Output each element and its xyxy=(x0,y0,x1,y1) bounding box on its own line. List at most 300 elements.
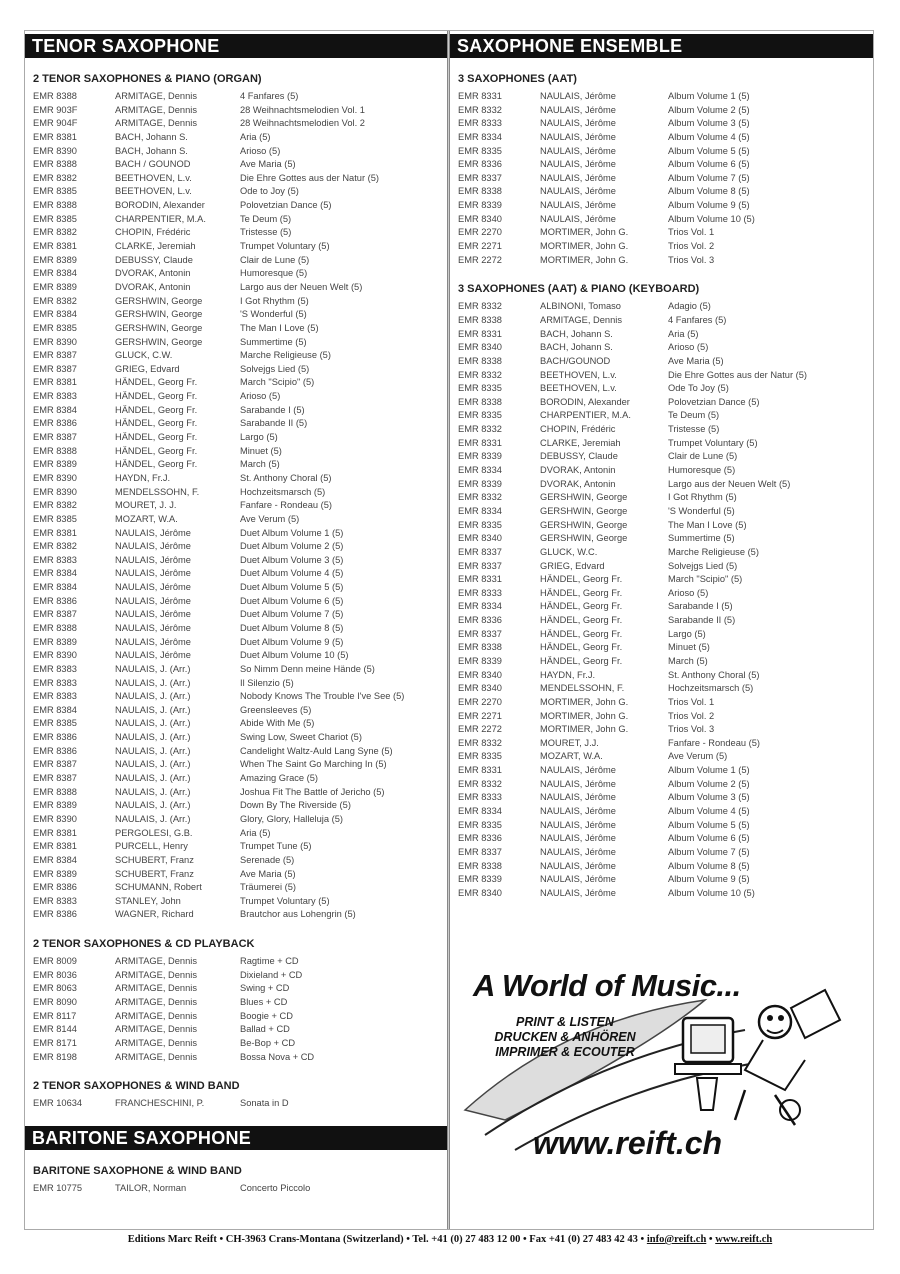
catalog-number: EMR 8339 xyxy=(458,655,502,666)
list-item[interactable] xyxy=(33,882,447,896)
list-item[interactable] xyxy=(458,861,873,875)
piece-title: Ballad + CD xyxy=(240,1024,290,1035)
list-item[interactable] xyxy=(33,664,447,678)
list-item[interactable] xyxy=(33,759,447,773)
list-item[interactable] xyxy=(458,642,873,656)
list-item[interactable] xyxy=(458,227,873,241)
composer-name: HÄNDEL, Georg Fr. xyxy=(115,418,198,429)
list-item[interactable] xyxy=(33,909,447,923)
promo-advert[interactable] xyxy=(445,960,865,1180)
composer-name: PURCELL, Henry xyxy=(115,841,188,852)
composer-name: GERSHWIN, George xyxy=(540,505,628,516)
catalog-number: EMR 8333 xyxy=(458,118,502,129)
catalog-number: EMR 8332 xyxy=(458,492,502,503)
list-item[interactable] xyxy=(33,970,447,984)
list-item[interactable] xyxy=(33,623,447,637)
catalog-number: EMR 8334 xyxy=(458,505,502,516)
composer-name: NAULAIS, Jérôme xyxy=(540,118,616,129)
catalog-number: EMR 8390 xyxy=(33,336,77,347)
catalog-number: EMR 8385 xyxy=(33,186,77,197)
piece-title: Trumpet Voluntary (5) xyxy=(240,895,330,906)
piece-title: Abide With Me (5) xyxy=(240,718,315,729)
composer-name: MORTIMER, John G. xyxy=(540,724,629,735)
list-item[interactable] xyxy=(33,997,447,1011)
piece-title: Hochzeitsmarsch (5) xyxy=(240,486,326,497)
composer-name: GRIEG, Edvard xyxy=(540,560,605,571)
footer-web-link[interactable]: www.reift.ch xyxy=(715,1234,773,1245)
list-item[interactable] xyxy=(33,364,447,378)
list-item[interactable] xyxy=(33,214,447,228)
list-item[interactable] xyxy=(458,751,873,765)
list-item[interactable] xyxy=(458,547,873,561)
list-item[interactable] xyxy=(458,533,873,547)
composer-name: ARMITAGE, Dennis xyxy=(115,91,197,101)
piece-title: Candelight Waltz-Auld Lang Syne (5) xyxy=(240,745,393,756)
catalog-number: EMR 8198 xyxy=(33,1051,77,1062)
piece-title: 4 Fanfares (5) xyxy=(668,314,727,325)
composer-name: GERSHWIN, George xyxy=(115,322,203,333)
list-item[interactable] xyxy=(458,214,873,228)
piece-title: 'S Wonderful (5) xyxy=(240,309,307,320)
catalog-number: EMR 8386 xyxy=(33,595,77,606)
list-item[interactable] xyxy=(458,506,873,520)
list-item[interactable] xyxy=(33,691,447,705)
composer-name: HAYDN, Fr.J. xyxy=(115,472,171,483)
list-item[interactable] xyxy=(458,520,873,534)
list-item[interactable] xyxy=(33,159,447,173)
composer-name: NAULAIS, Jérôme xyxy=(540,213,616,224)
right-column xyxy=(450,31,873,902)
list-item[interactable] xyxy=(33,896,447,910)
composer-name: NAULAIS, Jérôme xyxy=(540,145,616,156)
list-item[interactable] xyxy=(458,479,873,493)
list-item[interactable] xyxy=(458,615,873,629)
list-item[interactable] xyxy=(33,446,447,460)
piece-title: Aria (5) xyxy=(668,328,699,339)
piece-title: Duet Album Volume 10 (5) xyxy=(240,650,349,661)
list-item[interactable] xyxy=(458,792,873,806)
composer-name: NAULAIS, Jérôme xyxy=(115,609,191,620)
piece-title: Humoresque (5) xyxy=(240,268,308,279)
catalog-number: EMR 8144 xyxy=(33,1024,77,1035)
promo-url-link[interactable]: www.reift.ch xyxy=(533,1125,723,1161)
composer-name: NAULAIS, J. (Arr.) xyxy=(115,786,191,797)
list-item[interactable] xyxy=(458,765,873,779)
list-item[interactable] xyxy=(458,888,873,902)
list-item[interactable] xyxy=(33,227,447,241)
composer-name: ARMITAGE, Dennis xyxy=(115,104,197,115)
list-item[interactable] xyxy=(33,718,447,732)
piece-title: Album Volume 8 (5) xyxy=(668,186,750,197)
composer-name: BACH, Johann S. xyxy=(115,131,188,142)
piece-title: Album Volume 5 (5) xyxy=(668,145,750,156)
catalog-number: EMR 8036 xyxy=(33,969,77,980)
catalog-number: EMR 8332 xyxy=(458,737,502,748)
list-item[interactable] xyxy=(33,391,447,405)
piece-title: The Man I Love (5) xyxy=(240,322,319,333)
list-item[interactable] xyxy=(33,841,447,855)
list-item[interactable] xyxy=(458,370,873,384)
composer-name: NAULAIS, Jérôme xyxy=(540,131,616,142)
list-item[interactable] xyxy=(33,132,447,146)
piece-title: Duet Album Volume 4 (5) xyxy=(240,568,344,579)
catalog-number: EMR 8340 xyxy=(458,887,502,898)
catalog-number: EMR 8331 xyxy=(458,328,502,339)
list-item[interactable] xyxy=(33,1098,447,1112)
list-item[interactable] xyxy=(33,91,447,105)
composer-name: BACH/GOUNOD xyxy=(540,355,611,366)
list-item[interactable] xyxy=(458,874,873,888)
composer-name: MORTIMER, John G. xyxy=(540,241,629,252)
list-item[interactable] xyxy=(33,814,447,828)
list-item[interactable] xyxy=(458,342,873,356)
list-item[interactable] xyxy=(458,241,873,255)
list-item[interactable] xyxy=(458,833,873,847)
catalog-number: EMR 10634 xyxy=(33,1098,83,1109)
catalog-number: EMR 8383 xyxy=(33,691,77,702)
catalog-number: EMR 2271 xyxy=(458,710,502,721)
composer-name: MENDELSSOHN, F. xyxy=(115,486,200,497)
composer-name: NAULAIS, J. (Arr.) xyxy=(115,759,191,770)
catalog-list xyxy=(33,91,447,923)
list-item[interactable] xyxy=(33,405,447,419)
list-item[interactable] xyxy=(33,732,447,746)
piece-title: Album Volume 5 (5) xyxy=(668,819,750,830)
piece-title: Summertime (5) xyxy=(668,533,735,544)
composer-name: BEETHOVEN, L.v. xyxy=(540,383,617,394)
promo-title: A World of Music... xyxy=(473,968,741,1003)
list-item[interactable] xyxy=(33,1011,447,1025)
list-item[interactable] xyxy=(458,588,873,602)
piece-title: Sarabande II (5) xyxy=(240,418,308,429)
catalog-number: EMR 8384 xyxy=(33,309,77,320)
catalog-number: EMR 8381 xyxy=(33,131,77,142)
list-item[interactable] xyxy=(458,329,873,343)
composer-name: HÄNDEL, Georg Fr. xyxy=(540,615,623,626)
catalog-number: EMR 8340 xyxy=(458,683,502,694)
list-item[interactable] xyxy=(33,746,447,760)
composer-name: NAULAIS, Jérôme xyxy=(540,860,616,871)
piece-title: Album Volume 2 (5) xyxy=(668,104,750,115)
list-item[interactable] xyxy=(458,806,873,820)
list-item[interactable] xyxy=(33,637,447,651)
composer-name: NAULAIS, Jérôme xyxy=(540,874,616,885)
piece-title: Trios Vol. 2 xyxy=(668,241,715,252)
composer-name: HÄNDEL, Georg Fr. xyxy=(115,404,198,415)
list-item[interactable] xyxy=(458,356,873,370)
catalog-number: EMR 8337 xyxy=(458,560,502,571)
composer-name: DVORAK, Antonin xyxy=(115,268,191,279)
list-item[interactable] xyxy=(458,397,873,411)
piece-title: Aria (5) xyxy=(240,827,271,838)
list-item[interactable] xyxy=(458,847,873,861)
catalog-number: EMR 903F xyxy=(33,104,78,115)
list-item[interactable] xyxy=(33,1024,447,1038)
piece-title: Largo (5) xyxy=(668,628,706,639)
list-item[interactable] xyxy=(458,670,873,684)
catalog-number: EMR 8385 xyxy=(33,213,77,224)
list-item[interactable] xyxy=(33,268,447,282)
piece-title: 28 Weihnachtsmelodien Vol. 1 xyxy=(240,104,365,115)
list-item[interactable] xyxy=(33,800,447,814)
list-item[interactable] xyxy=(458,629,873,643)
composer-name: MORTIMER, John G. xyxy=(540,710,629,721)
list-item[interactable] xyxy=(33,514,447,528)
composer-name: GERSHWIN, George xyxy=(540,519,628,530)
list-item[interactable] xyxy=(33,432,447,446)
catalog-number: EMR 8384 xyxy=(33,854,77,865)
composer-name: NAULAIS, Jérôme xyxy=(540,806,616,817)
piece-title: Humoresque (5) xyxy=(668,465,736,476)
composer-name: MOURET, J.J. xyxy=(540,737,599,748)
piece-title: Ode to Joy (5) xyxy=(240,186,299,197)
catalog-number: EMR 8385 xyxy=(33,322,77,333)
list-item[interactable] xyxy=(33,296,447,310)
piece-title: Album Volume 3 (5) xyxy=(668,792,750,803)
list-item[interactable] xyxy=(33,568,447,582)
list-item[interactable] xyxy=(33,309,447,323)
catalog-number: EMR 8383 xyxy=(33,895,77,906)
list-item[interactable] xyxy=(458,492,873,506)
piece-title: Minuet (5) xyxy=(240,445,282,456)
list-item[interactable] xyxy=(33,1183,447,1197)
catalog-number: EMR 8389 xyxy=(33,459,77,470)
piece-title: Marche Religieuse (5) xyxy=(668,546,759,557)
catalog-number: EMR 8171 xyxy=(33,1037,77,1048)
list-item[interactable] xyxy=(33,582,447,596)
catalog-number: EMR 8339 xyxy=(458,200,502,211)
list-item[interactable] xyxy=(458,383,873,397)
list-item[interactable] xyxy=(458,410,873,424)
list-item[interactable] xyxy=(458,301,873,315)
catalog-number: EMR 8386 xyxy=(33,732,77,743)
list-item[interactable] xyxy=(33,323,447,337)
catalog-number: EMR 8335 xyxy=(458,751,502,762)
catalog-number: EMR 8340 xyxy=(458,669,502,680)
catalog-number: EMR 8063 xyxy=(33,983,77,994)
footer-email-link[interactable]: info@reift.ch xyxy=(646,1234,707,1245)
list-item[interactable] xyxy=(33,528,447,542)
list-item[interactable] xyxy=(458,601,873,615)
composer-name: HÄNDEL, Georg Fr. xyxy=(115,445,198,456)
list-item[interactable] xyxy=(458,438,873,452)
list-item[interactable] xyxy=(458,173,873,187)
composer-name: DEBUSSY, Claude xyxy=(115,254,193,265)
list-item[interactable] xyxy=(33,1052,447,1066)
list-item[interactable] xyxy=(33,282,447,296)
section-heading: 2 TENOR SAXOPHONES & WIND BAND xyxy=(33,1080,240,1093)
composer-name: HÄNDEL, Georg Fr. xyxy=(115,459,198,470)
list-item[interactable] xyxy=(33,459,447,473)
list-item[interactable] xyxy=(33,377,447,391)
list-item[interactable] xyxy=(458,255,873,269)
composer-name: HÄNDEL, Georg Fr. xyxy=(540,655,623,666)
list-item[interactable] xyxy=(33,956,447,970)
list-item[interactable] xyxy=(458,779,873,793)
composer-name: CHOPIN, Frédéric xyxy=(540,424,616,435)
list-item[interactable] xyxy=(33,555,447,569)
list-item[interactable] xyxy=(33,855,447,869)
composer-name: NAULAIS, Jérôme xyxy=(540,172,616,183)
list-item[interactable] xyxy=(458,132,873,146)
list-item[interactable] xyxy=(33,173,447,187)
composer-name: NAULAIS, Jérôme xyxy=(540,887,616,898)
piece-title: Tristesse (5) xyxy=(240,227,292,238)
list-item[interactable] xyxy=(458,465,873,479)
composer-name: CHARPENTIER, M.A. xyxy=(115,213,206,224)
piece-title: Dixieland + CD xyxy=(240,969,303,980)
composer-name: NAULAIS, Jérôme xyxy=(540,200,616,211)
list-item[interactable] xyxy=(33,787,447,801)
composer-name: NAULAIS, Jérôme xyxy=(540,819,616,830)
list-item[interactable] xyxy=(33,541,447,555)
list-item[interactable] xyxy=(458,146,873,160)
composer-name: ALBINONI, Tomaso xyxy=(540,301,621,312)
list-item[interactable] xyxy=(33,105,447,119)
catalog-number: EMR 8334 xyxy=(458,806,502,817)
piece-title: Duet Album Volume 3 (5) xyxy=(240,554,344,565)
list-item[interactable] xyxy=(458,186,873,200)
list-item[interactable] xyxy=(33,650,447,664)
piece-title: Largo (5) xyxy=(240,432,278,443)
catalog-number: EMR 8332 xyxy=(458,104,502,115)
list-item[interactable] xyxy=(458,656,873,670)
list-item[interactable] xyxy=(33,418,447,432)
piece-title: I Got Rhythm (5) xyxy=(668,492,737,503)
list-item[interactable] xyxy=(458,105,873,119)
list-item[interactable] xyxy=(458,561,873,575)
composer-name: MORTIMER, John G. xyxy=(540,696,629,707)
list-item[interactable] xyxy=(458,200,873,214)
composer-name: MOZART, W.A. xyxy=(115,513,178,524)
catalog-number: EMR 8339 xyxy=(458,451,502,462)
catalog-number: EMR 8338 xyxy=(458,860,502,871)
catalog-number: EMR 8387 xyxy=(33,609,77,620)
composer-name: HÄNDEL, Georg Fr. xyxy=(540,628,623,639)
list-item[interactable] xyxy=(33,200,447,214)
list-item[interactable] xyxy=(33,596,447,610)
composer-name: MENDELSSOHN, F. xyxy=(540,683,625,694)
list-item[interactable] xyxy=(33,1038,447,1052)
piece-title: I Got Rhythm (5) xyxy=(240,295,309,306)
list-item[interactable] xyxy=(33,337,447,351)
list-item[interactable] xyxy=(458,711,873,725)
list-item[interactable] xyxy=(33,255,447,269)
list-item[interactable] xyxy=(458,91,873,105)
piece-title: Adagio (5) xyxy=(668,301,711,312)
composer-name: NAULAIS, Jérôme xyxy=(540,765,616,776)
section-heading: 3 SAXOPHONES (AAT) xyxy=(458,73,577,85)
list-item[interactable] xyxy=(458,118,873,132)
piece-title: Trios Vol. 1 xyxy=(668,696,715,707)
list-item[interactable] xyxy=(33,983,447,997)
piece-title: Duet Album Volume 6 (5) xyxy=(240,595,344,606)
list-item[interactable] xyxy=(458,574,873,588)
catalog-number: EMR 8382 xyxy=(33,172,77,183)
composer-name: SCHUBERT, Franz xyxy=(115,868,194,879)
composer-name: ARMITAGE, Dennis xyxy=(540,314,622,325)
catalog-number: EMR 8387 xyxy=(33,350,77,361)
piece-title: Te Deum (5) xyxy=(668,410,720,421)
piece-title: Hochzeitsmarsch (5) xyxy=(668,683,754,694)
piece-title: Il Silenzio (5) xyxy=(240,677,294,688)
catalog-number: EMR 8382 xyxy=(33,500,77,511)
list-item[interactable] xyxy=(458,424,873,438)
catalog-number: EMR 8388 xyxy=(33,159,77,170)
promo-line-3: IMPRIMER & ECOUTER xyxy=(495,1045,635,1059)
list-item[interactable] xyxy=(33,146,447,160)
piece-title: Fanfare - Rondeau (5) xyxy=(668,737,760,748)
list-item[interactable] xyxy=(458,697,873,711)
list-item[interactable] xyxy=(33,869,447,883)
list-item[interactable] xyxy=(33,487,447,501)
list-item[interactable] xyxy=(458,683,873,697)
list-item[interactable] xyxy=(458,820,873,834)
list-item[interactable] xyxy=(33,828,447,842)
catalog-number: EMR 8381 xyxy=(33,841,77,852)
list-item[interactable] xyxy=(33,705,447,719)
list-item[interactable] xyxy=(33,186,447,200)
list-item[interactable] xyxy=(33,118,447,132)
piece-title: Sarabande I (5) xyxy=(668,601,733,612)
catalog-number: EMR 8390 xyxy=(33,472,77,483)
catalog-number: EMR 2270 xyxy=(458,696,502,707)
catalog-list xyxy=(33,1183,447,1197)
piece-title: Be-Bop + CD xyxy=(240,1037,296,1048)
composer-name: CLARKE, Jeremiah xyxy=(540,437,621,448)
piece-title: So Nimm Denn meine Hände (5) xyxy=(240,663,375,674)
catalog-number: EMR 8332 xyxy=(458,778,502,789)
list-item[interactable] xyxy=(458,724,873,738)
list-item[interactable] xyxy=(33,500,447,514)
composer-name: ARMITAGE, Dennis xyxy=(115,118,197,129)
catalog-number: EMR 8389 xyxy=(33,281,77,292)
catalog-number: EMR 8337 xyxy=(458,546,502,557)
catalog-number: EMR 8335 xyxy=(458,383,502,394)
composer-name: GLUCK, W.C. xyxy=(540,546,598,557)
catalog-number: EMR 8339 xyxy=(458,874,502,885)
list-item[interactable] xyxy=(458,738,873,752)
list-item[interactable] xyxy=(33,350,447,364)
list-item[interactable] xyxy=(33,609,447,623)
list-item[interactable] xyxy=(458,315,873,329)
composer-name: NAULAIS, J. (Arr.) xyxy=(115,718,191,729)
list-item[interactable] xyxy=(458,451,873,465)
composer-name: GERSHWIN, George xyxy=(115,336,203,347)
tenor-title: TENOR SAXOPHONE xyxy=(25,34,447,58)
composer-name: BORODIN, Alexander xyxy=(540,396,630,407)
piece-title: Nobody Knows The Trouble I've See (5) xyxy=(240,691,405,702)
piece-title: Ragtime + CD xyxy=(240,956,299,967)
list-item[interactable] xyxy=(33,678,447,692)
list-item[interactable] xyxy=(33,241,447,255)
list-item[interactable] xyxy=(33,773,447,787)
composer-name: BACH / GOUNOD xyxy=(115,159,191,170)
list-item[interactable] xyxy=(458,159,873,173)
catalog-number: EMR 8384 xyxy=(33,704,77,715)
catalog-number: EMR 8386 xyxy=(33,909,77,920)
catalog-number: EMR 8336 xyxy=(458,615,502,626)
catalog-number: EMR 8338 xyxy=(458,186,502,197)
composer-name: ARMITAGE, Dennis xyxy=(115,1010,197,1021)
piece-title: Summertime (5) xyxy=(240,336,307,347)
catalog-number: EMR 8331 xyxy=(458,574,502,585)
piece-title: Minuet (5) xyxy=(668,642,710,653)
piece-title: Marche Religieuse (5) xyxy=(240,350,331,361)
catalog-number: EMR 8337 xyxy=(458,628,502,639)
list-item[interactable] xyxy=(33,473,447,487)
piece-title: Sonata in D xyxy=(240,1098,289,1109)
